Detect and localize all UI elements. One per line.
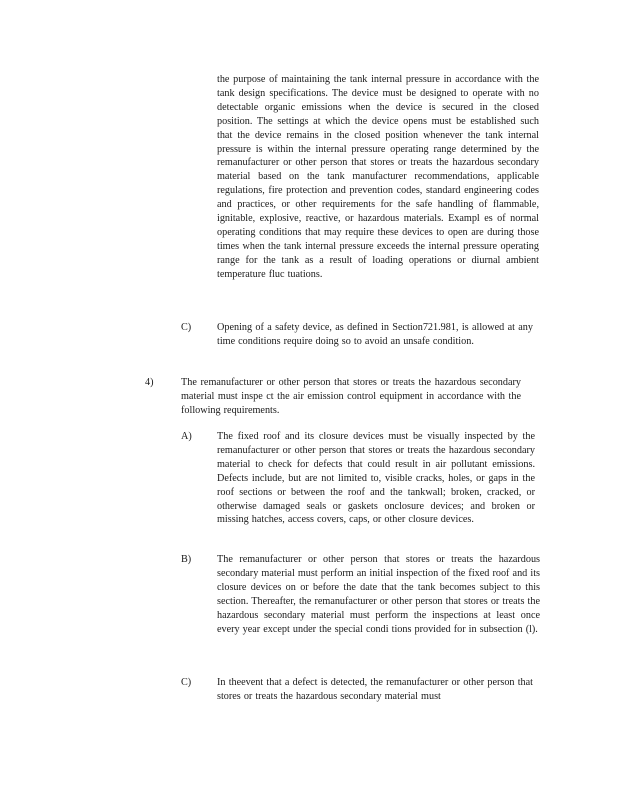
- item-c-safety-device-text: Opening of a safety device, as defined in Section721.981, is allowed at any time conditions require doing so to avoid an unsafe condition.: [217, 322, 533, 347]
- item-4-marker: 4): [145, 377, 154, 388]
- item-a-fixed-roof-text: The fixed roof and its closure devices must be visually inspected by the remanufacturer or other person that stores or treats the hazardous secondary material to check for defects that could result in air pollutant emissions. Defects include, but are not limited to, visible cracks, holes, or gaps in the roof sections or between the roof and the tankwall; broken, cracked, or otherwise damaged seals or gaskets onclosure devices; and broken or missing hatches, access covers, caps, or other closure devices.: [217, 431, 535, 526]
- item-b-marker: B): [181, 554, 192, 565]
- item-a-marker: A): [181, 431, 192, 442]
- item-b-initial-inspection-text: The remanufacturer or other person that stores or treats the hazardous secondary material must perform an initial inspection of the fixed roof and its closure devices on or before the date that the tank becomes subject to this section. Thereafter, the remanufacturer or other person that stores or treats the hazardous secondary material must perform the inspections at least once every year except under the special condi tions provided for in subsection (l).: [217, 554, 540, 635]
- continuation-paragraph: the purpose of maintaining the tank internal pressure in accordance with the tank design specifications. The device must be designed to operate with no detectable organic emissions when the device is secured in the closed position. The settings at which the device opens must be established such that the device remains in the closed position whenever the tank internal pressure is within the internal pressure operating range determined by the remanufacturer or other person that stores or treats the hazardous secondary material based on the tank manufacturer recommendations, applicable regulations, fire protection and prevention codes, standard engineering codes and practices, or other requirements for the safe handling of flammable, ignitable, explosive, reactive, or hazardous materials. Exampl es of normal operating conditions that may require these devices to open are during those times when the tank internal pressure exceeds the internal pressure operating range for the tank as a result of loading operations or diurnal ambient temperature fluc tuations.: [217, 74, 539, 280]
- item-c-defect-text: In theevent that a defect is detected, the remanufacturer or other person that stores or treats the hazardous secondary material must: [217, 677, 533, 702]
- item-c-marker: C): [181, 322, 192, 333]
- item-c-defect-marker: C): [181, 677, 192, 688]
- item-4-inspection-text: The remanufacturer or other person that stores or treats the hazardous secondary material must inspe ct the air emission control equipment in accordance with the following requirements.: [181, 377, 521, 416]
